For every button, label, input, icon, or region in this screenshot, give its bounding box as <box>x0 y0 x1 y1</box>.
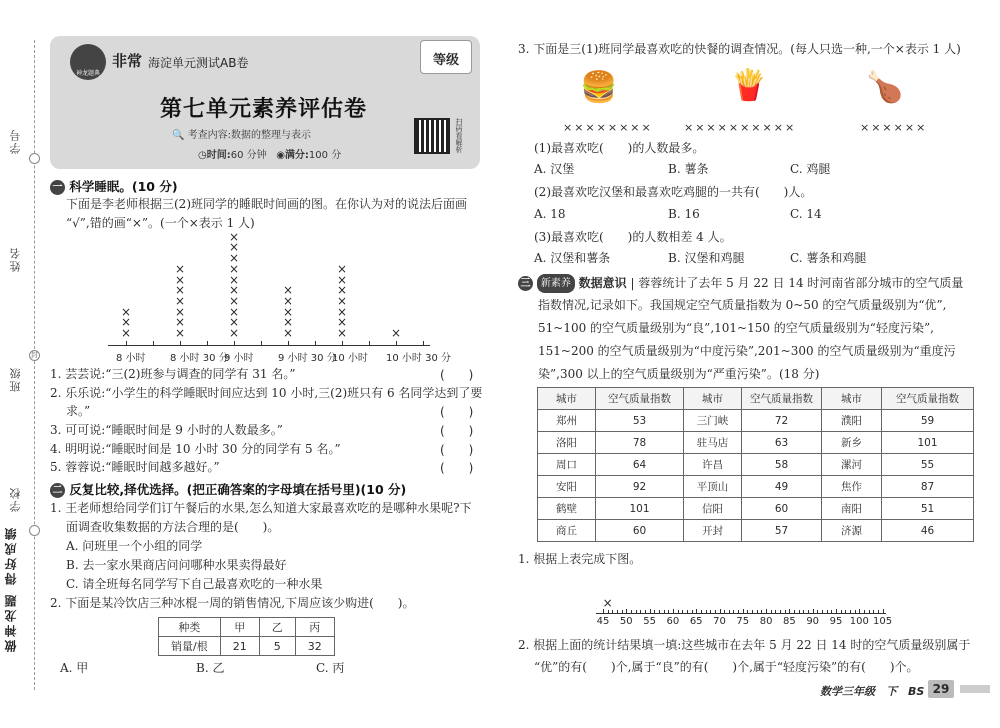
choice-option: B. 汉堡和鸡腿 <box>668 251 745 265</box>
number-line-minor-tick <box>831 610 832 613</box>
page-title: 第七单元素养评估卷 <box>160 97 368 122</box>
choice-q1: 1. 王老师想给同学们订午餐后的水果,怎么知道大家最喜欢吃的是哪种水果呢?下 <box>50 501 472 515</box>
tally-mark: × <box>174 326 186 340</box>
number-line-label: 90 <box>806 616 820 627</box>
new-literacy-badge: 新素养 <box>537 274 575 293</box>
choice-option: B. 薯条 <box>668 162 709 176</box>
number-line-minor-tick <box>761 610 762 613</box>
subject-footer: 数学三年级 下 BS <box>820 685 925 698</box>
seal-mark <box>29 525 40 536</box>
city-cell: 三门峡 <box>684 410 742 432</box>
tally-mark: × <box>602 596 613 610</box>
section-1-intro: 下面是李老师根据三(2)班同学的睡眠时间画的图。在你认为对的说法后面画 <box>66 197 468 211</box>
plot-tick <box>126 341 127 346</box>
number-line-tick <box>720 609 721 614</box>
number-line-minor-tick <box>752 610 753 613</box>
judge-item-2-cont: 求。” <box>66 404 91 418</box>
city-cell: 驻马店 <box>684 432 742 454</box>
city-cell: 新乡 <box>822 432 882 454</box>
tally-mark: × <box>174 304 186 319</box>
tally-mark: × <box>228 293 240 308</box>
number-line-tick <box>696 609 697 614</box>
number-line-tick <box>766 609 767 614</box>
city-cell: 鹤壁 <box>538 498 596 520</box>
footer-bar <box>960 685 990 693</box>
exam-meta: ◷时间:60 分钟 ◉满分:100 分 <box>198 150 342 161</box>
city-cell: 安阳 <box>538 476 596 498</box>
aqi-cell: 60 <box>596 520 684 542</box>
plot-minor-tick <box>315 341 316 346</box>
plot-minor-tick <box>207 341 208 346</box>
tally-mark: × <box>282 283 294 298</box>
number-line-minor-tick <box>631 610 632 613</box>
tally-mark: × <box>282 315 294 330</box>
city-cell: 信阳 <box>684 498 742 520</box>
section-1-intro: “√”,错的画“×”。(一个×表示 1 人) <box>66 216 255 230</box>
city-cell: 平顶山 <box>684 476 742 498</box>
tally-mark: × <box>120 326 132 340</box>
aqi-cell: 92 <box>596 476 684 498</box>
plot-tick <box>342 341 343 346</box>
choice-option: A. 汉堡 <box>534 162 575 176</box>
city-cell: 洛阳 <box>538 432 596 454</box>
table-row <box>538 520 974 542</box>
number-line-minor-tick <box>864 610 865 613</box>
number-line-minor-tick <box>687 610 688 613</box>
choice-option: C. 14 <box>790 207 822 221</box>
publisher-logo: 神龙题典 <box>70 44 106 80</box>
class-label: 班级 <box>9 366 22 392</box>
number-line-minor-tick <box>780 610 781 613</box>
number-line-minor-tick <box>710 610 711 613</box>
aqi-cell: 46 <box>882 520 974 542</box>
plot-tick <box>234 341 235 346</box>
number-line-minor-tick <box>617 610 618 613</box>
number-line-minor-tick <box>733 610 734 613</box>
section-1-title: 一 科学睡眠。(10 分) <box>50 177 178 195</box>
aqi-cell: 78 <box>596 432 684 454</box>
number-line-minor-tick <box>608 610 609 613</box>
aqi-cell: 49 <box>742 476 822 498</box>
answer-blank[interactable]: ( ) <box>440 424 474 438</box>
tally-mark: × <box>228 326 240 340</box>
number-line-minor-tick <box>869 610 870 613</box>
plot-tick-label: 9 小时 30 分 <box>278 353 337 364</box>
city-cell: 开封 <box>684 520 742 542</box>
tally-mark: × <box>336 326 348 340</box>
plot-tick <box>288 341 289 346</box>
plot-tick-label: 8 小时 <box>116 353 146 364</box>
tally-mark: × <box>228 304 240 319</box>
number-line-minor-tick <box>654 610 655 613</box>
city-cell: 周口 <box>538 454 596 476</box>
number-line-label: 60 <box>666 616 680 627</box>
section-3-text: 染”,300 以上的空气质量级别为“严重污染”。(18 分) <box>538 367 820 381</box>
number-line-minor-tick <box>659 610 660 613</box>
tally-mark: × <box>336 261 348 276</box>
number-line-minor-tick <box>757 610 758 613</box>
number-line-minor-tick <box>747 610 748 613</box>
table-row <box>538 498 974 520</box>
plot-tick-label: 10 小时 30 分 <box>386 353 451 364</box>
student-id-label: 学号 <box>9 128 22 154</box>
hamburger-icon: 🍔 <box>580 70 618 105</box>
plot-minor-tick <box>369 341 370 346</box>
plot-minor-tick <box>423 341 424 346</box>
aqi-cell: 59 <box>882 410 974 432</box>
table-row <box>538 476 974 498</box>
number-line-minor-tick <box>678 610 679 613</box>
number-line-minor-tick <box>817 610 818 613</box>
number-line-tick <box>789 609 790 614</box>
plot-axis <box>108 345 430 346</box>
table-cell: 销量/根 <box>159 637 221 656</box>
choice-option: A. 问班里一个小组的同学 <box>66 539 203 553</box>
plot-tick-label: 8 小时 30 分 <box>170 353 229 364</box>
sub-question-2: (2)最喜欢吃汉堡和最喜欢吃鸡腿的一共有( )人。 <box>534 185 813 199</box>
table-row <box>538 454 974 476</box>
city-cell: 焦作 <box>822 476 882 498</box>
number-line-minor-tick <box>701 610 702 613</box>
tally-mark: × <box>228 261 240 276</box>
brand-series: 海淀单元测试AB卷 <box>148 56 249 70</box>
name-label: 姓名 <box>9 246 22 272</box>
aqi-cell: 72 <box>742 410 822 432</box>
choice-q2: 2. 下面是某冷饮店三种冰棍一周的销售情况,下周应该少购进( )。 <box>50 596 415 610</box>
number-line-label: 80 <box>759 616 773 627</box>
section-3-text: 151~200 的空气质量级别为“中度污染”,201~300 的空气质量级别为“重度污 <box>538 344 956 358</box>
tally-mark: × <box>174 261 186 276</box>
number-line-label: 50 <box>619 616 633 627</box>
cut-line <box>34 40 35 690</box>
air-q1: 1. 根据上表完成下图。 <box>518 552 642 566</box>
judge-item-2: 2. 乐乐说:“小学生的科学睡眠时间应达到 10 小时,三(2)班只有 6 名同学达到了要 <box>50 386 483 400</box>
number-line-minor-tick <box>808 610 809 613</box>
choice-option: A. 18 <box>534 207 566 221</box>
qr-label: 扫码看解析 <box>455 118 463 153</box>
tally-mark: × <box>174 283 186 298</box>
number-line-minor-tick <box>771 610 772 613</box>
fries-icon: 🍟 <box>730 68 768 103</box>
number-line-tick <box>650 609 651 614</box>
tally-mark: × <box>336 315 348 330</box>
number-line-tick <box>626 609 627 614</box>
tally-mark: × <box>282 304 294 319</box>
tally-mark: × <box>390 326 402 340</box>
judge-item-1: 1. 芸芸说:“三(2)班参与调查的同学有 31 名。” <box>50 367 296 381</box>
plot-tick-label: 9 小时 <box>224 353 254 364</box>
table-cell: 5 <box>259 637 295 656</box>
tally-mark: × <box>228 283 240 298</box>
number-line-minor-tick <box>850 610 851 613</box>
number-line-tick <box>673 609 674 614</box>
table-header-cell: 种类 <box>159 618 221 637</box>
choice-option: C. 鸡腿 <box>790 162 831 176</box>
city-cell: 漯河 <box>822 454 882 476</box>
air-q2: 2. 根据上面的统计结果填一填:这些城市在去年 5 月 22 日 14 时的空气质量级别属于 <box>518 638 971 652</box>
number-line-minor-tick <box>738 610 739 613</box>
number-line-minor-tick <box>822 610 823 613</box>
number-line-tick <box>836 609 837 614</box>
number-line-minor-tick <box>845 610 846 613</box>
choice-option: B. 16 <box>668 207 700 221</box>
aqi-cell: 87 <box>882 476 974 498</box>
score-icon: ◉ <box>276 150 285 161</box>
city-cell: 许昌 <box>684 454 742 476</box>
number-line-minor-tick <box>799 610 800 613</box>
number-line-tick <box>743 609 744 614</box>
plot-minor-tick <box>261 341 262 346</box>
tally-mark: × <box>228 229 240 244</box>
table-header-cell: 空气质量指数 <box>882 388 974 410</box>
choice-option: B. 乙 <box>196 661 225 675</box>
number-line-minor-tick <box>878 610 879 613</box>
number-line-axis <box>596 613 886 614</box>
aqi-cell: 101 <box>596 498 684 520</box>
tally-mark: × <box>228 315 240 330</box>
tally-mark: × <box>174 272 186 287</box>
answer-blank[interactable]: ( ) <box>440 368 474 382</box>
tally-mark: × <box>282 293 294 308</box>
tally-mark: × <box>174 315 186 330</box>
tally-mark: × <box>120 304 132 319</box>
city-cell: 郑州 <box>538 410 596 432</box>
tally-mark: × <box>336 293 348 308</box>
aqi-cell: 64 <box>596 454 684 476</box>
sub-question-1: (1)最喜欢吃( )的人数最多。 <box>534 141 705 155</box>
clock-icon: ◷ <box>198 150 207 161</box>
tally-mark: × <box>336 304 348 319</box>
plot-tick <box>180 341 181 346</box>
table-header-cell: 乙 <box>259 618 295 637</box>
city-cell: 南阳 <box>822 498 882 520</box>
table-header-cell: 空气质量指数 <box>742 388 822 410</box>
table-header-cell: 空气质量指数 <box>596 388 684 410</box>
tally-mark: × <box>228 251 240 266</box>
sub-question-3: (3)最喜欢吃( )的人数相差 4 人。 <box>534 230 732 244</box>
page-number: 29 <box>928 680 954 698</box>
tally-mark: × <box>228 272 240 287</box>
qr-code[interactable] <box>414 118 450 154</box>
section-3-text: 51~100 的空气质量级别为“良”,101~150 的空气质量级别为“轻度污染”, <box>538 321 934 335</box>
drumstick-icon: 🍗 <box>866 70 904 105</box>
number-line-minor-tick <box>668 610 669 613</box>
table-cell: 32 <box>295 637 334 656</box>
data-awareness-tag: 数据意识 <box>578 276 627 290</box>
city-cell: 商丘 <box>538 520 596 542</box>
section-2-title: 二 反复比较,择优选择。(把正确答案的字母填在括号里)(10 分) <box>50 480 406 498</box>
answer-blank[interactable]: ( ) <box>440 443 474 457</box>
table-header-cell: 城市 <box>538 388 596 410</box>
number-line-minor-tick <box>682 610 683 613</box>
tally-mark: × <box>282 326 294 340</box>
table-row <box>538 432 974 454</box>
grade-box: 等级 <box>420 40 472 74</box>
hamburger-tally: ×××××××× <box>563 121 653 134</box>
plot-minor-tick <box>153 341 154 346</box>
number-line-minor-tick <box>775 610 776 613</box>
number-line-tick <box>883 609 884 614</box>
number-line-minor-tick <box>715 610 716 613</box>
number-line-label: 70 <box>713 616 726 627</box>
air-q2-cont: “优”的有( )个,属于“良”的有( )个,属于“轻度污染”的有( )个。 <box>534 660 919 674</box>
brand-script: 非常 <box>112 52 143 70</box>
fries-tally: ×××××××××× <box>684 121 797 134</box>
section-3-text: 指数情况,记录如下。我国规定空气质量指数为 0~50 的空气质量级别为“优”, <box>538 298 947 312</box>
choice-q1-cont: 面调查收集数据的方法合理的是( )。 <box>66 520 280 534</box>
table-header-cell: 丙 <box>295 618 334 637</box>
aqi-cell: 58 <box>742 454 822 476</box>
number-line-label: 75 <box>736 616 750 627</box>
drumstick-tally: ×××××× <box>860 121 928 134</box>
number-line-minor-tick <box>785 610 786 613</box>
number-line-label: 55 <box>643 616 656 627</box>
plot-tick <box>396 341 397 346</box>
magnifier-icon: 🔍 <box>172 130 185 141</box>
number-line-minor-tick <box>873 610 874 613</box>
number-line-label: 65 <box>689 616 703 627</box>
number-line-minor-tick <box>612 610 613 613</box>
seal-mark: 封 <box>31 351 38 359</box>
school-label: 学校 <box>9 486 22 512</box>
plot-tick-label: 10 小时 <box>332 353 368 364</box>
table-header-cell: 城市 <box>684 388 742 410</box>
choice-option: C. 丙 <box>316 661 345 675</box>
table-header-cell: 甲 <box>220 618 259 637</box>
number-line-label: 85 <box>783 616 796 627</box>
choice-option: A. 甲 <box>60 661 89 675</box>
aqi-cell: 55 <box>882 454 974 476</box>
number-line-label: 95 <box>829 616 843 627</box>
aqi-cell: 101 <box>882 432 974 454</box>
number-line-minor-tick <box>664 610 665 613</box>
section-3-title: 三 新素养 数据意识 | 蓉蓉统计了去年 5 月 22 日 14 时河南省部分城市的空气质量 <box>518 274 963 293</box>
table-row <box>538 410 974 432</box>
table-cell: 21 <box>220 637 259 656</box>
popsicle-sales-table <box>158 617 335 656</box>
judge-item-5: 5. 蓉蓉说:“睡眠时间越多越好。” <box>50 460 220 474</box>
choice-option: B. 去一家水果商店问问哪种水果卖得最好 <box>66 558 287 572</box>
fastfood-question: 3. 下面是三(1)班同学最喜欢吃的快餐的调查情况。(每人只选一种,一个×表示 1 人) <box>518 42 961 56</box>
number-line-minor-tick <box>636 610 637 613</box>
aqi-cell: 51 <box>882 498 974 520</box>
city-cell: 濮阳 <box>822 410 882 432</box>
number-line-minor-tick <box>692 610 693 613</box>
tally-mark: × <box>120 315 132 330</box>
number-line-label: 100 <box>849 616 869 627</box>
tally-mark: × <box>336 272 348 287</box>
choice-option: C. 请全班每名同学写下自己最喜欢吃的一种水果 <box>66 577 323 591</box>
tally-mark: × <box>336 283 348 298</box>
number-line-label: 105 <box>873 616 893 627</box>
choice-option: A. 汉堡和薯条 <box>534 251 611 265</box>
aqi-cell: 60 <box>742 498 822 520</box>
judge-item-4: 4. 明明说:“睡眠时间是 10 小时 30 分的同学有 5 名。” <box>50 442 341 456</box>
tally-mark: × <box>228 240 240 255</box>
number-line-minor-tick <box>640 610 641 613</box>
table-header-cell: 城市 <box>822 388 882 410</box>
tally-mark: × <box>174 293 186 308</box>
number-line-minor-tick <box>794 610 795 613</box>
city-cell: 济源 <box>822 520 882 542</box>
seal-mark <box>29 153 40 164</box>
number-line-tick <box>813 609 814 614</box>
number-line-minor-tick <box>706 610 707 613</box>
answer-blank[interactable]: ( ) <box>440 405 474 419</box>
number-line-minor-tick <box>855 610 856 613</box>
choice-option: C. 薯条和鸡腿 <box>790 251 867 265</box>
number-line-minor-tick <box>622 610 623 613</box>
aqi-cell: 57 <box>742 520 822 542</box>
number-line-minor-tick <box>827 610 828 613</box>
number-line-minor-tick <box>645 610 646 613</box>
number-line-label: 45 <box>596 616 610 627</box>
judge-item-3: 3. 可可说:“睡眠时间是 9 小时的人数最多。” <box>50 423 283 437</box>
number-line-minor-tick <box>841 610 842 613</box>
aqi-cell: 53 <box>596 410 684 432</box>
binding-margin <box>0 0 44 728</box>
air-quality-table <box>537 387 974 542</box>
aqi-cell: 63 <box>742 432 822 454</box>
number-line-minor-tick <box>729 610 730 613</box>
answer-blank[interactable]: ( ) <box>440 461 474 475</box>
number-line-minor-tick <box>724 610 725 613</box>
slogan: 做神龙题 得好成绩 <box>4 525 18 653</box>
exam-content: 🔍 考查内容:数据的整理与表示 <box>172 130 312 141</box>
number-line-minor-tick <box>803 610 804 613</box>
number-line-tick <box>859 609 860 614</box>
